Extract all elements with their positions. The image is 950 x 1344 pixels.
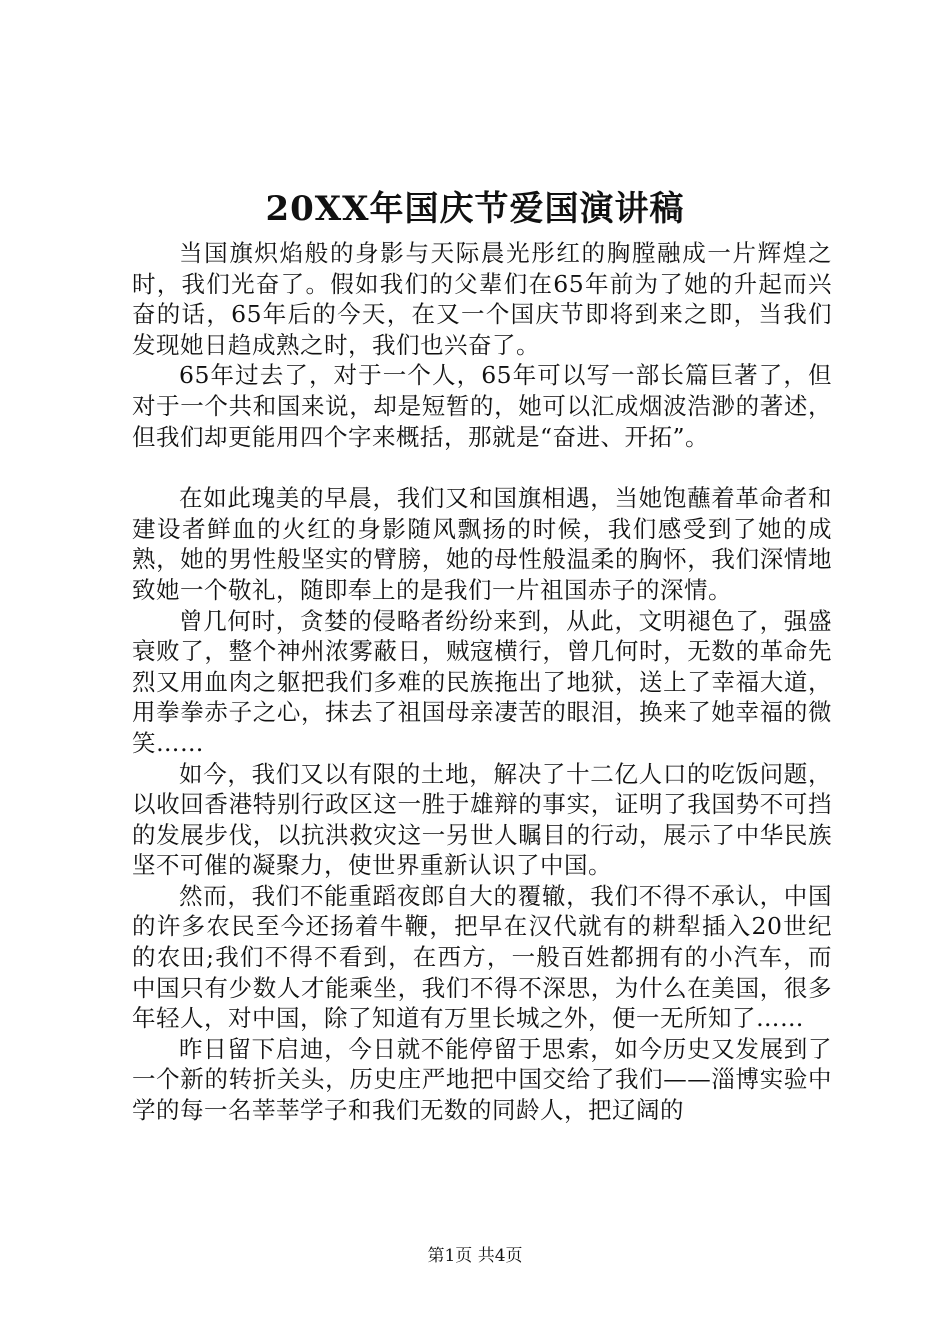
paragraph-7: 昨日留下启迪，今日就不能停留于思索，如今历史又发展到了一个新的转折关头，历史庄严地把中国交给了我们——淄博实验中学的每一名莘莘学子和我们无数的同龄人，把辽阔的: [132, 1034, 832, 1125]
paragraph-5: 如今，我们又以有限的土地，解决了十二亿人口的吃饭问题，以收回香港特别行政区这一胜于雄辩的事实，证明了我国势不可挡的发展步伐，以抗洪救灾这一另世人瞩目的行动，展示了中华民族坚不可催的凝聚力，使世界重新认识了中国。: [132, 759, 832, 880]
paragraph-4: 曾几何时，贪婪的侵略者纷纷来到，从此，文明褪色了，强盛衰败了，整个神州浓雾蔽日，贼寇横行，曾几何时，无数的革命先烈又用血肉之躯把我们多难的民族拖出了地狱，送上了幸福大道，用拳拳赤子之心，抹去了祖国母亲凄苦的眼泪，换来了她幸福的微笑……: [132, 606, 832, 757]
paragraph-6: 然而，我们不能重蹈夜郎自大的覆辙，我们不得不承认，中国的许多农民至今还扬着牛鞭，把早在汉代就有的耕犁插入20世纪的农田;我们不得不看到，在西方，一般百姓都拥有的小汽车，而中国只有少数人才能乘坐，我们不得不深思，为什么在美国，很多年轻人，对中国，除了知道有万里长城之外，便一无所知了……: [132, 881, 832, 1033]
page-number: 第1页 共4页: [427, 1246, 523, 1266]
paragraph-1: 当国旗炽焰般的身影与天际晨光彤红的胸膛融成一片辉煌之时，我们光奋了。假如我们的父辈们在65年前为了她的升起而兴奋的话，65年后的今天，在又一个国庆节即将到来之即，当我们发现她日趋成熟之时，我们也兴奋了。: [132, 239, 832, 359]
document-title: 20XX年国庆节爱国演讲稿: [265, 189, 685, 229]
paragraph-3: 在如此瑰美的早晨，我们又和国旗相遇，当她饱蘸着革命者和建设者鲜血的火红的身影随风飘扬的时候，我们感受到了她的成熟，她的男性般坚实的臂膀，她的母性般温柔的胸怀，我们深情地致她一个敬礼，随即奉上的是我们一片祖国赤子的深情。: [132, 484, 832, 604]
document-body: [132, 238, 832, 1126]
paragraph-2: 65年过去了，对于一个人，65年可以写一部长篇巨著了，但对于一个共和国来说，却是短暂的，她可以汇成烟波浩渺的著述，但我们却更能用四个字来概括，那就是“奋进、开拓”。: [132, 361, 832, 451]
page-footer: [0, 1245, 950, 1267]
